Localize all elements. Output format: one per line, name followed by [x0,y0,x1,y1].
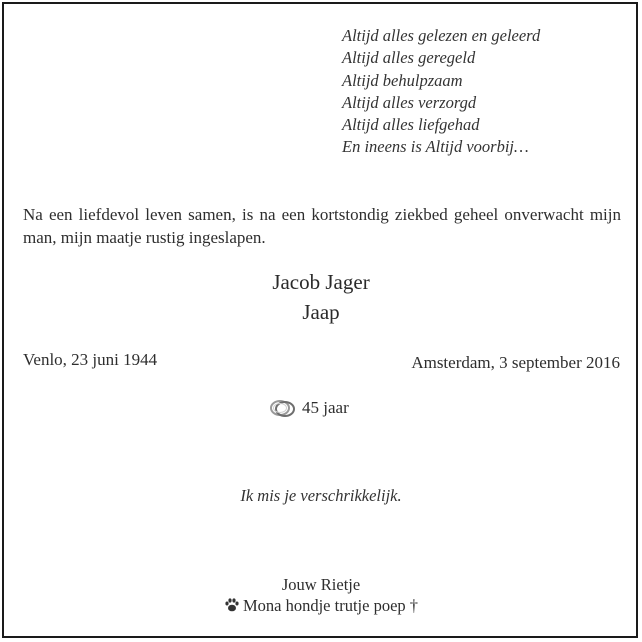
poem-line: En ineens is Altijd voorbij… [342,137,529,157]
paw-print-icon [224,597,240,613]
wedding-rings-icon [268,397,298,419]
announcement-text: Na een liefdevol leven samen, is na een kortstondig ziekbed geheel onverwacht mijn man, mijn maatje rustig ingeslapen. [23,205,621,247]
poem-line: Altijd alles geregeld [342,48,476,68]
deceased-nickname: Jaap [302,300,340,324]
signature-pet-text: Mona hondje trutje poep † [242,596,419,615]
closing-quote: Ik mis je verschrikkelijk. [240,486,402,505]
marriage-duration [268,397,349,419]
death-place-date: Amsterdam, 3 september 2016 [411,353,620,372]
poem-line: Altijd alles liefgehad [342,115,480,135]
poem-line: Altijd behulpzaam [342,70,463,90]
signature-pet-line [0,596,642,616]
poem-line: Altijd alles verzorgd [342,92,477,112]
deceased-full-name: Jacob Jager [272,270,370,294]
signature-line: Jouw Rietje [281,575,361,594]
marriage-years-label: 45 jaar [302,398,349,417]
poem-line: Altijd alles gelezen en geleerd [342,26,541,45]
birth-place-date: Venlo, 23 juni 1944 [23,350,158,369]
poem [342,25,540,159]
